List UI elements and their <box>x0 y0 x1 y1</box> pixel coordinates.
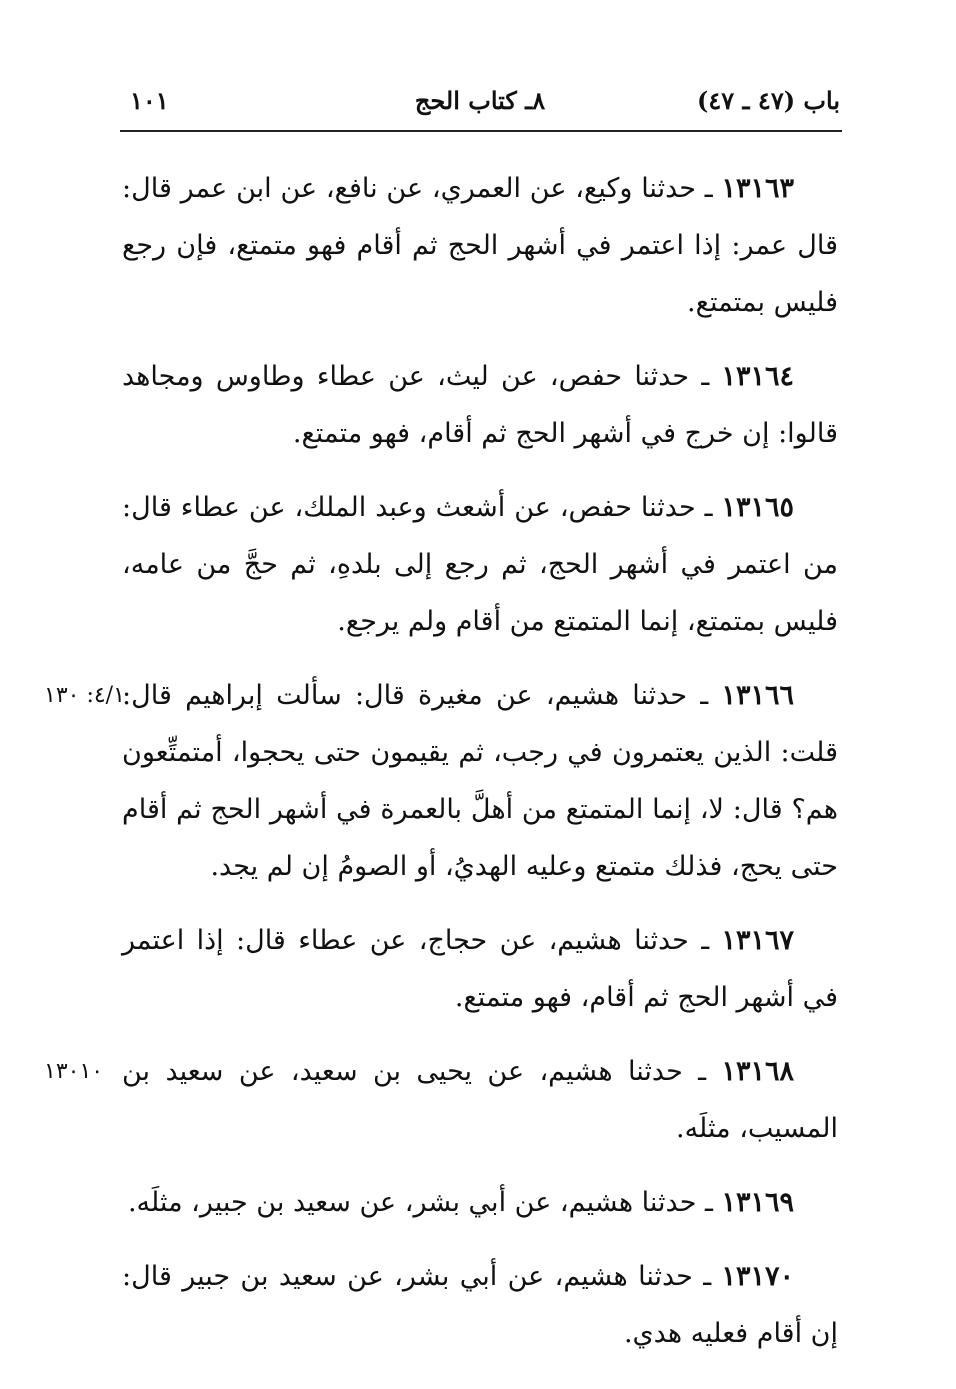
hadith-number: ١٣١٦٩ <box>721 1187 794 1218</box>
hadith-text: ـ حدثنا حفص، عن أشعث وعبد الملك، عن عطاء قال: من اعتمر في أشهر الحج، ثم رجع إلى بلدهِ، ثم حجَّ من عامه، فليس بمتمتع، إنما المتمتع من أقام ولم يرجع. <box>122 492 838 637</box>
hadith-text: ـ حدثنا حفص، عن ليث، عن عطاء وطاوس ومجاهد قالوا: إن خرج في أشهر الحج ثم أقام، فهو متمتع. <box>122 361 838 449</box>
hadith-entry <box>122 1248 838 1362</box>
hadith-entry <box>122 479 838 650</box>
hadith-paragraph <box>122 479 838 650</box>
margin-reference: ١٣٠١٠ <box>44 1059 104 1084</box>
hadith-entry <box>122 1174 838 1231</box>
hadith-number: ١٣١٦٦ <box>721 680 795 711</box>
hadith-number: ١٣١٦٧ <box>721 925 794 956</box>
hadith-number: ١٣١٦٤ <box>721 361 794 392</box>
hadith-entry <box>44 1043 838 1157</box>
header-rule <box>120 130 842 132</box>
hadith-entry <box>122 160 838 331</box>
book-title: ٨ـ كتاب الحج <box>414 86 546 115</box>
hadith-entry <box>122 348 838 462</box>
page-body <box>44 160 838 1379</box>
hadith-entry <box>122 912 838 1026</box>
hadith-text: ـ حدثنا وكيع، عن العمري، عن نافع، عن ابن عمر قال: قال عمر: إذا اعتمر في أشهر الحج ثم أقام فهو متمتع، فإن رجع فليس بمتمتع. <box>122 173 838 318</box>
hadith-text: ـ حدثنا هشيم، عن يحيى بن سعيد، عن سعيد بن المسيب، مثلَه. <box>122 1056 838 1144</box>
hadith-number: ١٣١٦٣ <box>721 173 794 204</box>
page-number: ١٠١ <box>130 86 169 115</box>
chapter-title: باب (٤٧ ـ ٤٧) <box>697 86 840 115</box>
hadith-text: ـ حدثنا هشيم، عن حجاج، عن عطاء قال: إذا اعتمر في أشهر الحج ثم أقام، فهو متمتع. <box>122 925 838 1013</box>
margin-reference: ٤/١: ١٣٠ <box>44 683 125 708</box>
hadith-number: ١٣١٦٨ <box>721 1056 794 1087</box>
hadith-paragraph <box>122 160 838 331</box>
hadith-paragraph <box>122 348 838 462</box>
hadith-paragraph <box>122 912 838 1026</box>
hadith-text: ـ حدثنا هشيم، عن أبي بشر، عن سعيد بن جبير، مثلَه. <box>127 1187 713 1218</box>
hadith-number: ١٣١٧٠ <box>721 1261 794 1292</box>
running-header <box>120 84 840 124</box>
hadith-entry <box>44 667 838 895</box>
hadith-paragraph <box>122 1174 838 1231</box>
hadith-text: ـ حدثنا هشيم، عن مغيرة قال: سألت إبراهيم قال: قلت: الذين يعتمرون في رجب، ثم يقيمون حتى يحجوا، أمتمتِّعون هم؟ قال: لا، إنما المتمتع من أهلَّ بالعمرة في أشهر الحج ثم أقام حتى يحج، فذلك متمتع وعليه الهديُ، أو الصومُ إن لم يجد. <box>122 680 838 882</box>
hadith-number: ١٣١٦٥ <box>721 492 794 523</box>
hadith-paragraph <box>122 1043 838 1157</box>
hadith-text: ـ حدثنا هشيم، عن أبي بشر، عن سعيد بن جبير قال: إن أقام فعليه هدي. <box>122 1261 838 1349</box>
hadith-paragraph <box>122 667 838 895</box>
hadith-paragraph <box>122 1248 838 1362</box>
